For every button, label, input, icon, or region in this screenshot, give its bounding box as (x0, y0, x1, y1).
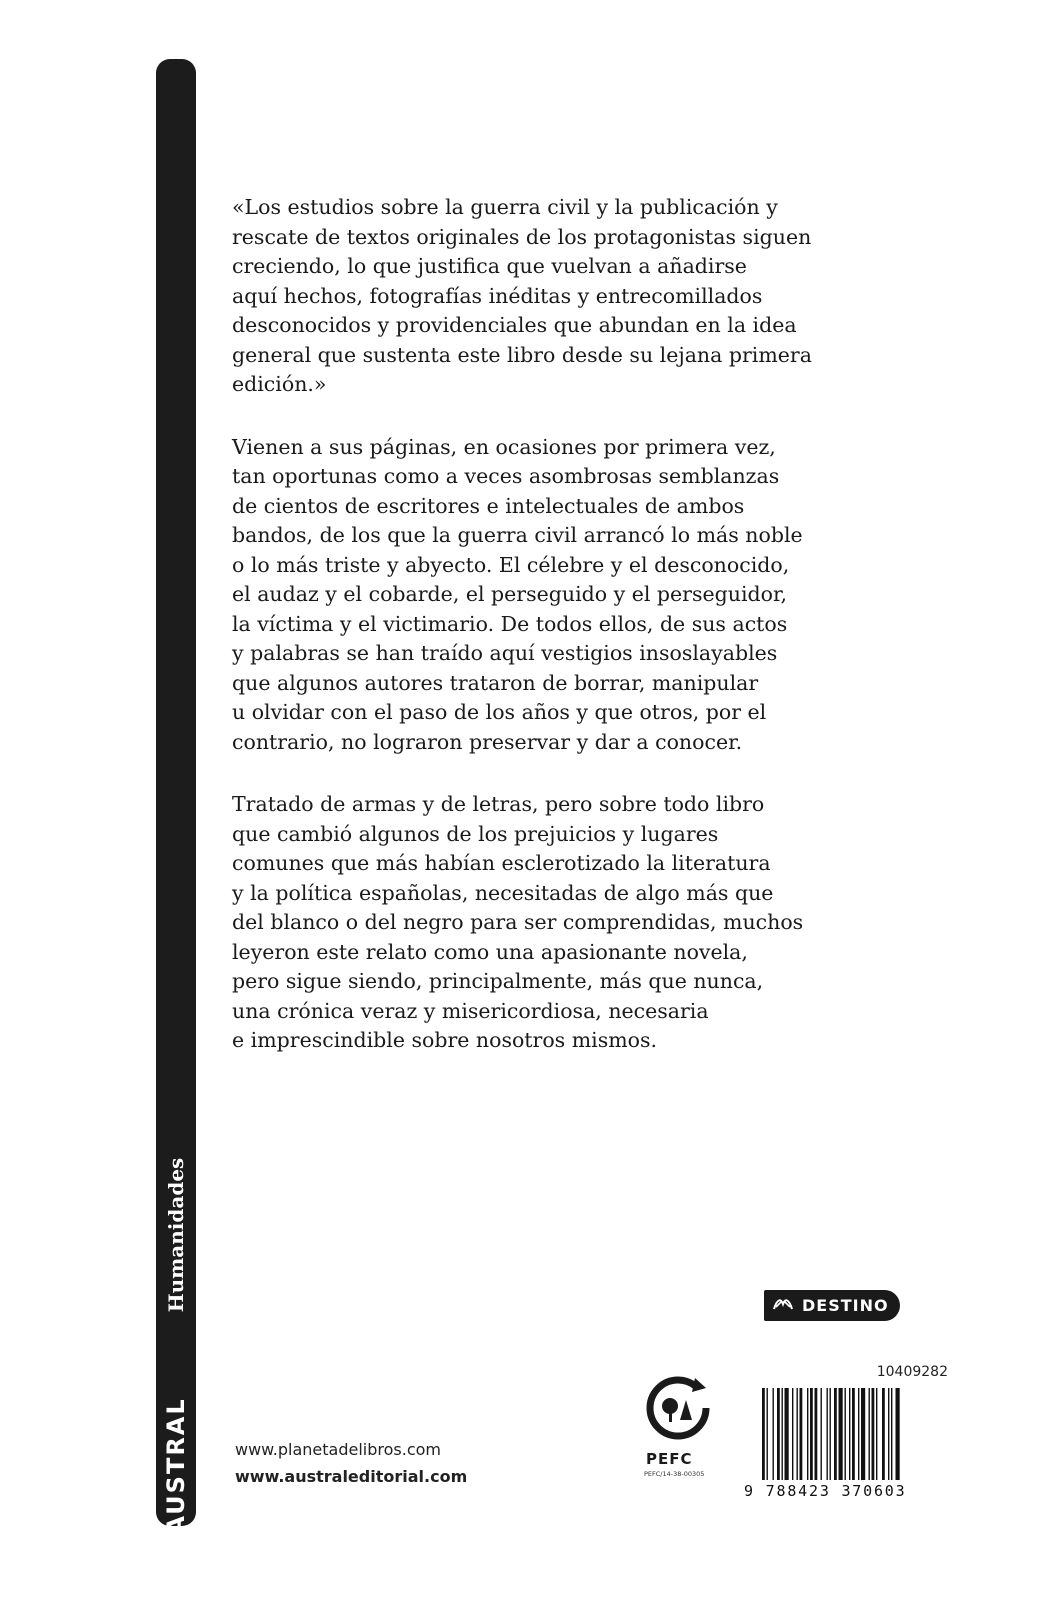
barcode-bar (839, 1388, 843, 1480)
barcode-bar (830, 1388, 831, 1480)
blurb-line: o lo más triste y abyecto. El célebre y el desconocido, (232, 552, 790, 577)
blurb-line: bandos, de los que la guerra civil arrancó lo más noble (232, 523, 803, 547)
blurb-line: y palabras se han traído aquí vestigios insoslayables (232, 641, 778, 665)
barcode-bar (858, 1388, 859, 1480)
publisher-name: DESTINO (802, 1296, 889, 1315)
blurb-line: desconocidos y providenciales que abundan en la idea (232, 313, 797, 337)
blurb-line: la víctima y el victimario. De todos ellos, de sus actos (232, 611, 788, 636)
barcode-bar (849, 1388, 850, 1480)
barcode-bar (815, 1388, 818, 1480)
blurb-line: Tratado de armas y de letras, pero sobre todo libro (232, 792, 765, 816)
blurb-line: de cientos de escritores e intelectuales de ambos (232, 493, 745, 518)
barcode-bar (762, 1388, 765, 1480)
blurb-line: una crónica veraz y misericordiosa, necesaria (232, 998, 709, 1023)
spine-band (156, 59, 196, 1535)
pefc-certification (640, 1370, 720, 1490)
destino-logo-icon (772, 1295, 794, 1317)
barcode-bar (834, 1388, 837, 1480)
pefc-label: PEFC (646, 1450, 693, 1468)
barcode-bar (845, 1388, 846, 1480)
blurb-line: general que sustenta este libro desde su lejana primera (232, 342, 812, 367)
publisher-urls (235, 1440, 467, 1494)
barcode-bar (767, 1388, 768, 1480)
blurb-line: el audaz y el cobarde, el perseguido y el perseguidor, (232, 582, 788, 606)
blurb-paragraph-3 (232, 790, 832, 1056)
blurb-line: e imprescindible sobre nosotros mismos. (232, 1028, 658, 1052)
barcode-bar (810, 1388, 813, 1480)
blurb-line: comunes que más habían esclerotizado la literatura (232, 851, 771, 875)
barcode-bar (800, 1388, 803, 1480)
barcode-bar (797, 1388, 798, 1480)
barcode-bar (807, 1388, 808, 1480)
pefc-logo-icon (640, 1370, 720, 1450)
blurb-paragraph-1 (232, 193, 832, 400)
barcode-bar (888, 1388, 889, 1480)
isbn-barcode (744, 1364, 948, 1504)
barcode-bar (852, 1388, 855, 1480)
blurb-line: del blanco o del negro para ser comprendidas, muchos (232, 910, 804, 934)
destino-publisher-badge (764, 1290, 900, 1321)
barcode-reference: 10409282 (876, 1364, 948, 1380)
barcode-bar (827, 1388, 828, 1480)
blurb-line: tan oportunas como a veces asombrosas semblanzas (232, 464, 780, 488)
barcode-bar (876, 1388, 877, 1480)
austral-url[interactable]: www.australeditorial.com (235, 1467, 468, 1486)
blurb-line: «Los estudios sobre la guerra civil y la publicación y (232, 195, 778, 219)
barcode-bar (861, 1388, 865, 1480)
blurb-line: y la política españolas, necesitadas de algo más que (232, 880, 774, 905)
blurb-line: rescate de textos originales de los protagonistas siguen (232, 224, 812, 249)
barcode-bar (872, 1388, 875, 1480)
spine-brand-label: AUSTRAL (162, 1397, 190, 1535)
barcode-bar (773, 1388, 774, 1480)
pefc-code: PEFC/14-38-00305 (644, 1470, 705, 1478)
blurb-line: pero sigue siendo, principalmente, más que nunca, (232, 969, 764, 993)
barcode-bar (891, 1388, 892, 1480)
blurb-line: u olvidar con el paso de los años y que otros, por el (232, 700, 767, 724)
barcode-bar (785, 1388, 789, 1480)
barcode-bar (869, 1388, 870, 1480)
barcode-bar (821, 1388, 822, 1480)
barcode-bar (896, 1388, 900, 1480)
barcode-bar (882, 1388, 885, 1480)
back-cover-blurb (232, 193, 832, 1089)
blurb-line: edición.» (232, 372, 327, 396)
barcode-isbn-digits: 9 788423 370603 (744, 1482, 907, 1500)
blurb-line: que cambió algunos de los prejuicios y lugares (232, 821, 719, 846)
blurb-line: leyeron este relato como una apasionante novela, (232, 939, 748, 964)
barcode-bar (792, 1388, 793, 1480)
blurb-line: que algunos autores trataron de borrar, manipular (232, 670, 759, 695)
blurb-line: creciendo, lo que justifica que vuelvan a añadirse (232, 254, 747, 278)
blurb-line: contrario, no lograron preservar y dar a conocer. (232, 729, 743, 754)
blurb-paragraph-2 (232, 433, 832, 758)
blurb-line: Vienen a sus páginas, en ocasiones por primera vez, (232, 434, 776, 459)
barcode-bar (777, 1388, 780, 1480)
blurb-line: aquí hechos, fotografías inéditas y entrecomillados (232, 283, 763, 308)
planeta-url[interactable]: www.planetadelibros.com (235, 1440, 441, 1459)
spine-collection-label: Humanidades (164, 1157, 188, 1313)
barcode-bar (782, 1388, 783, 1480)
